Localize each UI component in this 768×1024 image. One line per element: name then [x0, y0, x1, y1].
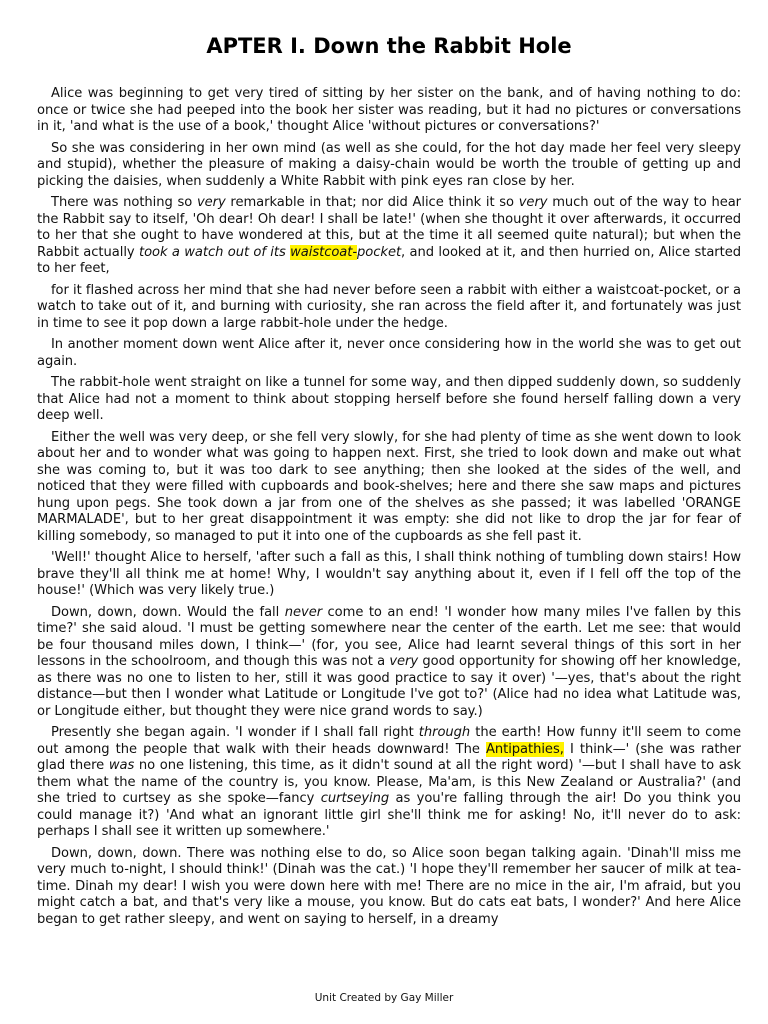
text-run: Down, down, down. Would the fall — [51, 604, 285, 620]
text-run: for it flashed across her mind that she had never before seen a rabbit with either a waistcoat-pocket, or a watch to take out of it, and burning with curiosity, she ran across the field after it, and fortunately was just in time to see it pop down a large rabbit-hole under the hedge. — [37, 282, 741, 331]
text-run: come to an end! 'I wonder how many miles I've fallen by this time?' she said aloud. 'I must be getting somewhere near the center of the earth. Let me see: that would be four thousand miles down, I think—' (for, you see, Alice had learnt several things of this sort in her lessons in the schoolroom, and though this was not a — [37, 604, 741, 669]
paragraph — [37, 725, 741, 841]
page-footer: Unit Created by Gay Miller — [314, 992, 454, 1004]
italic-text: very — [196, 195, 226, 210]
paragraph — [37, 605, 741, 721]
text-run: , and looked at it, and then hurried on, Alice started to her feet, — [37, 244, 741, 276]
text-run: no one listening, this time, as it didn't sound at all the right word) '—but I shall have to ask them what the name of the country is, you know. Please, Ma'am, is this New Zealand or Australia?' (and she tried to curtsey as she spoke—fancy — [37, 758, 742, 806]
text-run: Down, down, down. There was nothing else to do, so Alice soon began talking again. 'Dinah'll miss me very much to-night, I should think!' (Dinah was the cat.) 'I hope they'll remember her saucer of milk at tea-time. Dinah my dear! I wish you were down here with me! There are no mice in the air, I'm afraid, but you might catch a bat, and that's very like a mouse, you know. But do cats eat bats, I wonder?' And here Alice began to get rather sleepy, and went on saying to herself, in a dreamy — [37, 845, 741, 927]
text-run: 'Well!' thought Alice to herself, 'after such a fall as this, I shall think nothing of tumbling down stairs! How brave they'll all think me at home! Why, I wouldn't say anything about it, even if I fell off the top of the house!' (Which was very likely true.) — [37, 550, 741, 598]
text-run: The rabbit-hole went straight on like a tunnel for some way, and then dipped suddenly down, so suddenly that Alice had not a moment to think about stopping herself before she found herself falling down a very deep well. — [37, 375, 741, 423]
italic-text: took a watch out of its — [138, 244, 291, 260]
text-run: Alice was beginning to get very tired of sitting by her sister on the bank, and of having nothing to do: once or twice she had peeped into the book her sister was reading, but it had no pictures or conversations in it, 'and what is the use of a book,' thought Alice 'without pictures or conversations?' — [37, 86, 741, 134]
document-page — [37, 30, 741, 933]
paragraph — [37, 846, 741, 929]
text-run: as you're falling through the air! Do you think you could manage it?) 'And what an ignorant little girl she'll think me for asking! No, it'll never do to ask: perhaps I shall see it written up somewhere.' — [37, 791, 741, 839]
italic-text: pocket — [357, 244, 402, 260]
italic-text: curtseying — [320, 791, 390, 806]
paragraph — [37, 550, 741, 600]
text-run: So she was considering in her own mind (as well as she could, for the hot day made her feel very sleepy and stupid), whether the pleasure of making a daisy-chain would be worth the trouble of getting up and picking the daisies, when suddenly a White Rabbit with pink eyes ran close by her. — [37, 140, 741, 189]
paragraph — [37, 337, 741, 370]
chapter-title: APTER I. Down the Rabbit Hole — [206, 34, 572, 58]
paragraph — [37, 283, 741, 333]
highlighted-text: Antipathies, — [485, 741, 564, 757]
text-run: Either the well was very deep, or she fell very slowly, for she had plenty of time as she went down to look about her and to wonder what was going to happen next. First, she tried to look down and make out what she was coming to, but it was too dark to see anything; then she looked at the sides of the well, and noticed that they were filled with cupboards and book-shelves; here and there she saw maps and pictures hung upon pegs. She took down a jar from one of the shelves as she passed; it was labelled 'ORANGE MARMALADE', but to her great disappointment it was empty: she did not like to drop the jar for fear of killing somebody, so managed to put it into one of the cupboards as she fell past it. — [37, 429, 741, 544]
italic-text: was — [108, 758, 135, 773]
paragraph — [37, 195, 741, 278]
italic-text: very — [389, 654, 419, 669]
chapter-body — [37, 86, 741, 928]
text-run: I think—' (she was rather glad there — [37, 741, 741, 773]
text-run: There was nothing so — [51, 195, 197, 210]
italic-text: very — [518, 195, 548, 210]
text-run: In another moment down went Alice after it, never once considering how in the world she was to get out again. — [37, 337, 741, 369]
text-run: Presently she began again. 'I wonder if I shall fall right — [51, 725, 419, 740]
paragraph — [37, 141, 741, 191]
text-run: the earth! How funny it'll seem to come out among the people that walk with their heads downward! The — [37, 725, 741, 757]
italic-text: never — [284, 604, 323, 620]
highlighted-italic-text: waistcoat- — [290, 244, 358, 260]
paragraph — [37, 430, 741, 546]
text-run: remarkable in that; nor did Alice think it so — [225, 195, 519, 210]
text-run: much out of the way to hear the Rabbit say to itself, 'Oh dear! Oh dear! I shall be late!' (when she thought it over afterwards, it occurred to her that she ought to have wondered at this, but at the time it all seemed quite natural); but when the Rabbit actually — [37, 195, 742, 260]
paragraph — [37, 375, 741, 425]
text-run: good opportunity for showing off her knowledge, as there was no one to listen to her, still it was good practice to say it over) '—yes, that's about the right distance—but then I wonder what Latitude or Longitude I've got to?' (Alice had no idea what Latitude was, or Longitude either, but thought they were nice grand words to say.) — [37, 654, 742, 719]
paragraph — [37, 86, 741, 136]
italic-text: through — [418, 725, 471, 740]
